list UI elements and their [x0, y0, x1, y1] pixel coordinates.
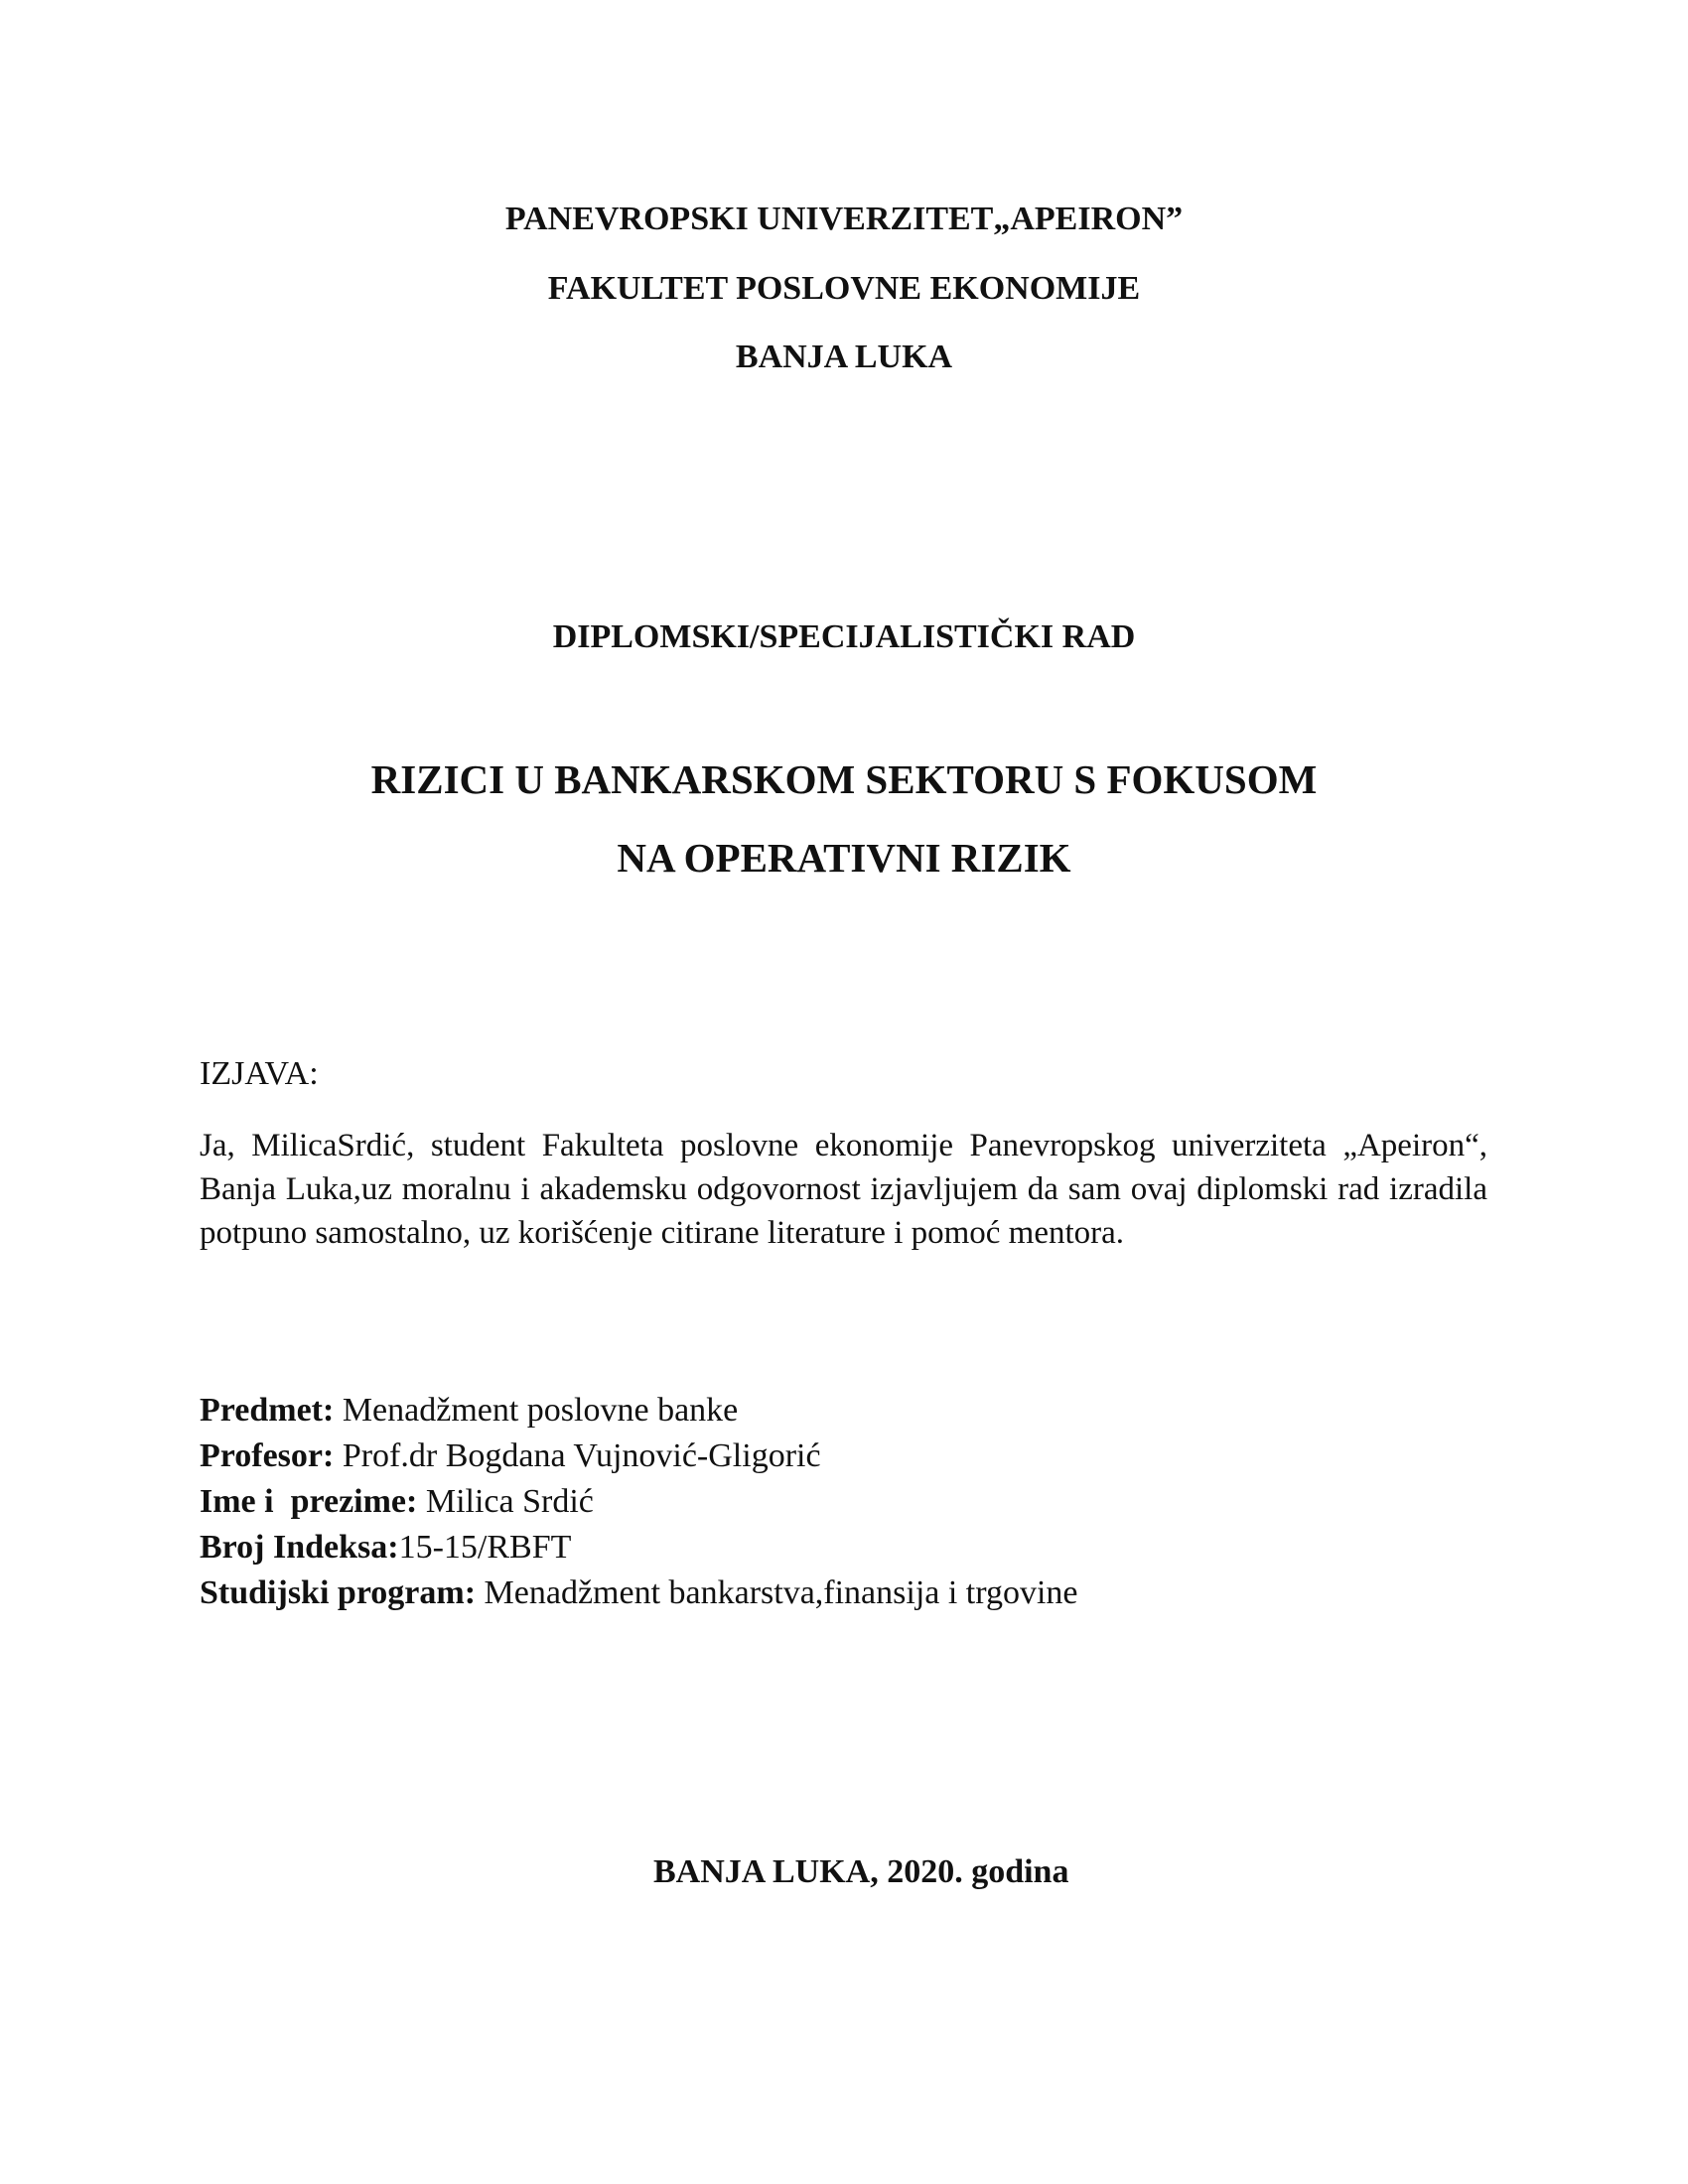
thesis-title-line-1: RIZICI U BANKARSKOM SEKTORU S FOKUSOM [370, 756, 1318, 802]
place-and-year: BANJA LUKA, 2020. godina [653, 1853, 1069, 1890]
faculty-name: FAKULTET POSLOVNE EKONOMIJE [547, 270, 1141, 307]
thesis-type: DIPLOMSKI/SPECIJALISTIČKI RAD [552, 618, 1136, 655]
detail-program-key: Studijski program: [200, 1574, 477, 1611]
detail-program-value: Menadžment bankarstva,finansija i trgovine [476, 1574, 1078, 1611]
thesis-details [200, 1388, 1490, 1616]
detail-program [200, 1570, 1490, 1616]
detail-professor-key: Profesor: [200, 1437, 335, 1474]
detail-name-key: Ime i prezime: [200, 1483, 418, 1520]
detail-subject [200, 1388, 1490, 1433]
detail-professor [200, 1433, 1490, 1479]
detail-index-key: Broj Indeksa: [200, 1529, 399, 1566]
university-name: PANEVROPSKI UNIVERZITET„APEIRON” [504, 201, 1184, 237]
statement-text: Ja, MilicaSrdić, student Fakulteta poslovne ekonomije Panevropskog univerziteta „Apeiron“, Banja Luka,uz moralnu i akademsku odgovornost izjavljujem da sam ovaj diplomski rad izradila potpuno samostalno, uz korišćenje citirane literature i pomoć mentora. [200, 1128, 1487, 1251]
detail-index-value: 15-15/RBFT [398, 1529, 572, 1566]
detail-name [200, 1479, 1490, 1525]
detail-subject-value: Menadžment poslovne banke [334, 1392, 739, 1429]
detail-professor-value: Prof.dr Bogdana Vujnović-Gligorić [334, 1437, 821, 1474]
detail-name-value: Milica Srdić [417, 1483, 594, 1520]
detail-subject-key: Predmet: [200, 1392, 335, 1429]
thesis-title-line-2: NA OPERATIVNI RIZIK [617, 835, 1071, 881]
statement-label: IZJAVA: [200, 1055, 319, 1092]
detail-index [200, 1525, 1490, 1570]
city-name: BANJA LUKA [735, 339, 953, 375]
